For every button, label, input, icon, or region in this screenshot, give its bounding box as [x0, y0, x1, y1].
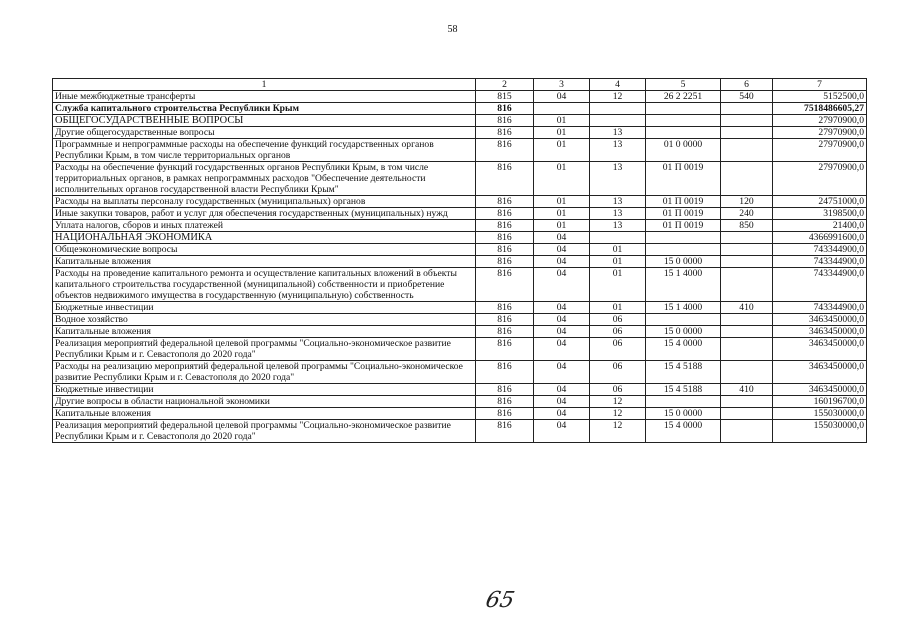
expense-type-cell: [721, 256, 773, 268]
table-row: [53, 256, 867, 268]
header-cell: 7: [773, 79, 867, 91]
row-name-cell: Капитальные вложения: [53, 326, 476, 338]
section-code-cell: 04: [534, 268, 590, 302]
row-name-cell: НАЦИОНАЛЬНАЯ ЭКОНОМИКА: [53, 232, 476, 244]
table-row: [53, 408, 867, 420]
amount-cell: 743344900,0: [773, 244, 867, 256]
subsection-code-cell: [590, 232, 646, 244]
amount-cell: 743344900,0: [773, 302, 867, 314]
section-code-cell: 04: [534, 314, 590, 326]
table-row: [53, 91, 867, 103]
section-code-cell: 04: [534, 396, 590, 408]
section-code-cell: 01: [534, 139, 590, 162]
table-row: [53, 384, 867, 396]
table-row: [53, 220, 867, 232]
section-code-cell: 01: [534, 196, 590, 208]
chief-admin-code-cell: 816: [476, 256, 534, 268]
table-body: [53, 91, 867, 443]
row-name-cell: Служба капитального строительства Республики Крым: [53, 103, 476, 115]
row-name-cell: Бюджетные инвестиции: [53, 384, 476, 396]
subsection-code-cell: 12: [590, 420, 646, 443]
target-article-cell: 15 4 5188: [646, 361, 721, 384]
target-article-cell: 26 2 2251: [646, 91, 721, 103]
section-code-cell: 04: [534, 244, 590, 256]
target-article-cell: [646, 314, 721, 326]
target-article-cell: 15 0 0000: [646, 256, 721, 268]
row-name-cell: Другие общегосударственные вопросы: [53, 127, 476, 139]
section-code-cell: 01: [534, 208, 590, 220]
target-article-cell: 01 П 0019: [646, 208, 721, 220]
expense-type-cell: [721, 115, 773, 127]
expense-type-cell: [721, 361, 773, 384]
chief-admin-code-cell: 816: [476, 162, 534, 196]
table-row: [53, 103, 867, 115]
chief-admin-code-cell: 816: [476, 103, 534, 115]
row-name-cell: Капитальные вложения: [53, 408, 476, 420]
target-article-cell: [646, 115, 721, 127]
amount-cell: 24751000,0: [773, 196, 867, 208]
section-code-cell: 04: [534, 408, 590, 420]
table-row: [53, 338, 867, 361]
table-row: [53, 127, 867, 139]
table-row: [53, 115, 867, 127]
section-code-cell: 01: [534, 162, 590, 196]
target-article-cell: 15 4 0000: [646, 338, 721, 361]
row-name-cell: Бюджетные инвестиции: [53, 302, 476, 314]
row-name-cell: Капитальные вложения: [53, 256, 476, 268]
table-row: [53, 396, 867, 408]
header-cell: 6: [721, 79, 773, 91]
section-code-cell: 04: [534, 326, 590, 338]
expense-type-cell: [721, 244, 773, 256]
budget-table: [52, 78, 867, 443]
table-row: [53, 361, 867, 384]
expense-type-cell: 240: [721, 208, 773, 220]
amount-cell: 3463450000,0: [773, 314, 867, 326]
expense-type-cell: [721, 408, 773, 420]
row-name-cell: Расходы на проведение капитального ремонта и осуществление капитальных вложений в объекты капитального строительства государственной (муниципальной) собственности и приобретение объектов недвижимого имущества в государственную (муниципальную) собственность: [53, 268, 476, 302]
section-code-cell: 04: [534, 420, 590, 443]
subsection-code-cell: 06: [590, 326, 646, 338]
subsection-code-cell: [590, 103, 646, 115]
chief-admin-code-cell: 816: [476, 139, 534, 162]
section-code-cell: 04: [534, 384, 590, 396]
chief-admin-code-cell: 816: [476, 127, 534, 139]
table-row: [53, 244, 867, 256]
amount-cell: 5152500,0: [773, 91, 867, 103]
target-article-cell: 01 П 0019: [646, 162, 721, 196]
section-code-cell: 01: [534, 115, 590, 127]
expense-type-cell: 540: [721, 91, 773, 103]
chief-admin-code-cell: 816: [476, 220, 534, 232]
table-row: [53, 314, 867, 326]
expense-type-cell: [721, 314, 773, 326]
amount-cell: 3198500,0: [773, 208, 867, 220]
section-code-cell: 04: [534, 302, 590, 314]
subsection-code-cell: [590, 115, 646, 127]
chief-admin-code-cell: 816: [476, 314, 534, 326]
amount-cell: 3463450000,0: [773, 384, 867, 396]
expense-type-cell: [721, 420, 773, 443]
subsection-code-cell: 13: [590, 220, 646, 232]
row-name-cell: Общеэкономические вопросы: [53, 244, 476, 256]
page-number: 58: [447, 24, 458, 35]
subsection-code-cell: 01: [590, 244, 646, 256]
expense-type-cell: [721, 139, 773, 162]
section-code-cell: 04: [534, 91, 590, 103]
subsection-code-cell: 13: [590, 196, 646, 208]
target-article-cell: [646, 103, 721, 115]
table-row: [53, 208, 867, 220]
amount-cell: 7518486605,27: [773, 103, 867, 115]
section-code-cell: 04: [534, 361, 590, 384]
target-article-cell: [646, 232, 721, 244]
expense-type-cell: [721, 162, 773, 196]
amount-cell: 4366991600,0: [773, 232, 867, 244]
amount-cell: 27970900,0: [773, 115, 867, 127]
subsection-code-cell: 01: [590, 302, 646, 314]
chief-admin-code-cell: 816: [476, 196, 534, 208]
table-row: [53, 268, 867, 302]
section-code-cell: 04: [534, 232, 590, 244]
expense-type-cell: 850: [721, 220, 773, 232]
target-article-cell: 15 0 0000: [646, 326, 721, 338]
section-code-cell: 01: [534, 127, 590, 139]
target-article-cell: 15 1 4000: [646, 268, 721, 302]
expense-type-cell: [721, 232, 773, 244]
table-row: [53, 420, 867, 443]
expense-type-cell: [721, 338, 773, 361]
row-name-cell: Иные межбюджетные трансферты: [53, 91, 476, 103]
expense-type-cell: 410: [721, 384, 773, 396]
target-article-cell: [646, 127, 721, 139]
header-cell: 5: [646, 79, 721, 91]
expense-type-cell: [721, 127, 773, 139]
expense-type-cell: [721, 268, 773, 302]
row-name-cell: ОБЩЕГОСУДАРСТВЕННЫЕ ВОПРОСЫ: [53, 115, 476, 127]
table-row: [53, 196, 867, 208]
table-row: [53, 232, 867, 244]
subsection-code-cell: 01: [590, 268, 646, 302]
target-article-cell: 01 П 0019: [646, 196, 721, 208]
subsection-code-cell: 13: [590, 127, 646, 139]
amount-cell: 743344900,0: [773, 268, 867, 302]
subsection-code-cell: 01: [590, 256, 646, 268]
amount-cell: 21400,0: [773, 220, 867, 232]
section-code-cell: 04: [534, 256, 590, 268]
subsection-code-cell: 12: [590, 396, 646, 408]
amount-cell: 155030000,0: [773, 408, 867, 420]
amount-cell: 3463450000,0: [773, 338, 867, 361]
amount-cell: 27970900,0: [773, 139, 867, 162]
subsection-code-cell: 06: [590, 361, 646, 384]
header-cell: 1: [53, 79, 476, 91]
row-name-cell: Уплата налогов, сборов и иных платежей: [53, 220, 476, 232]
amount-cell: 27970900,0: [773, 162, 867, 196]
amount-cell: 3463450000,0: [773, 326, 867, 338]
amount-cell: 160196700,0: [773, 396, 867, 408]
row-name-cell: Другие вопросы в области национальной экономики: [53, 396, 476, 408]
expense-type-cell: [721, 103, 773, 115]
expense-type-cell: [721, 326, 773, 338]
subsection-code-cell: 12: [590, 91, 646, 103]
chief-admin-code-cell: 816: [476, 232, 534, 244]
header-row: [53, 79, 867, 91]
subsection-code-cell: 12: [590, 408, 646, 420]
row-name-cell: Водное хозяйство: [53, 314, 476, 326]
row-name-cell: Иные закупки товаров, работ и услуг для обеспечения государственных (муниципальных) нужд: [53, 208, 476, 220]
header-cell: 3: [534, 79, 590, 91]
row-name-cell: Реализация мероприятий федеральной целевой программы "Социально-экономическое развитие Республики Крым и г. Севастополя до 2020 года": [53, 420, 476, 443]
chief-admin-code-cell: 816: [476, 338, 534, 361]
subsection-code-cell: 06: [590, 384, 646, 396]
amount-cell: 743344900,0: [773, 256, 867, 268]
chief-admin-code-cell: 816: [476, 302, 534, 314]
chief-admin-code-cell: 816: [476, 420, 534, 443]
expense-type-cell: [721, 396, 773, 408]
chief-admin-code-cell: 816: [476, 396, 534, 408]
amount-cell: 3463450000,0: [773, 361, 867, 384]
header-cell: 4: [590, 79, 646, 91]
row-name-cell: Расходы на обеспечение функций государственных органов Республики Крым, в том числе территориальных органов, в рамках непрограммных расходов "Обеспечение деятельности исполнительных органов государственной власти Республики Крым": [53, 162, 476, 196]
subsection-code-cell: 06: [590, 338, 646, 361]
target-article-cell: 15 4 5188: [646, 384, 721, 396]
target-article-cell: 01 0 0000: [646, 139, 721, 162]
section-code-cell: [534, 103, 590, 115]
handwritten-page-number: 65: [483, 588, 517, 613]
chief-admin-code-cell: 816: [476, 384, 534, 396]
subsection-code-cell: 13: [590, 162, 646, 196]
table-row: [53, 302, 867, 314]
chief-admin-code-cell: 816: [476, 244, 534, 256]
chief-admin-code-cell: 816: [476, 326, 534, 338]
table-row: [53, 326, 867, 338]
header-cell: 2: [476, 79, 534, 91]
section-code-cell: 01: [534, 220, 590, 232]
subsection-code-cell: 13: [590, 139, 646, 162]
amount-cell: 27970900,0: [773, 127, 867, 139]
chief-admin-code-cell: 816: [476, 361, 534, 384]
target-article-cell: 15 4 0000: [646, 420, 721, 443]
table-row: [53, 162, 867, 196]
row-name-cell: Реализация мероприятий федеральной целевой программы "Социально-экономическое развитие Республики Крым и г. Севастополя до 2020 года": [53, 338, 476, 361]
expense-type-cell: 410: [721, 302, 773, 314]
chief-admin-code-cell: 816: [476, 208, 534, 220]
target-article-cell: [646, 244, 721, 256]
row-name-cell: Расходы на реализацию мероприятий федеральной целевой программы "Социально-экономическое развитие Республики Крым и г. Севастополя до 2020 года": [53, 361, 476, 384]
table-row: [53, 139, 867, 162]
chief-admin-code-cell: 816: [476, 408, 534, 420]
target-article-cell: 01 П 0019: [646, 220, 721, 232]
chief-admin-code-cell: 815: [476, 91, 534, 103]
target-article-cell: 15 1 4000: [646, 302, 721, 314]
chief-admin-code-cell: 816: [476, 115, 534, 127]
section-code-cell: 04: [534, 338, 590, 361]
target-article-cell: [646, 396, 721, 408]
expense-type-cell: 120: [721, 196, 773, 208]
amount-cell: 155030000,0: [773, 420, 867, 443]
row-name-cell: Расходы на выплаты персоналу государственных (муниципальных) органов: [53, 196, 476, 208]
row-name-cell: Программные и непрограммные расходы на обеспечение функций государственных органов Республики Крым, в том числе территориальных органов: [53, 139, 476, 162]
target-article-cell: 15 0 0000: [646, 408, 721, 420]
chief-admin-code-cell: 816: [476, 268, 534, 302]
subsection-code-cell: 06: [590, 314, 646, 326]
subsection-code-cell: 13: [590, 208, 646, 220]
